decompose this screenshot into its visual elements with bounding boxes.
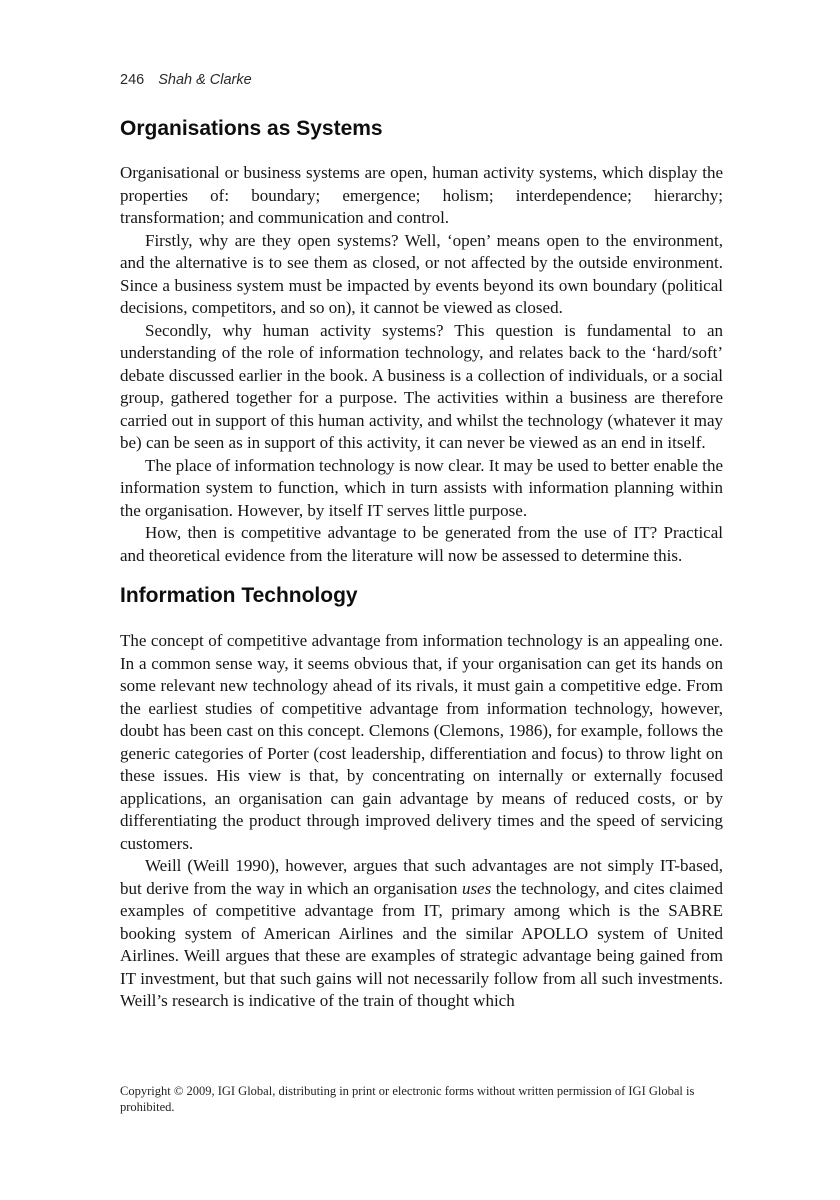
copyright-notice: Copyright © 2009, IGI Global, distributing in print or electronic forms without written permission of IGI Global is prohibited.: [120, 1084, 695, 1114]
paragraph-weill-part1: Weill (Weill 1990), however, argues that such advantages are not simply IT-based, but derive from the way in which an organisation: [120, 856, 723, 898]
paragraph-competitive-advantage-question: How, then is competitive advantage to be generated from the use of IT? Practical and theoretical evidence from the literature will now be assessed to determine this.: [120, 523, 723, 565]
section-heading-organisations-as-systems: Organisations as Systems: [120, 117, 383, 140]
paragraph-open-systems: Firstly, why are they open systems? Well, ‘open’ means open to the environment, and the alternative is to see them as closed, or not affected by the outside environment. Since a business system must be impacted by events beyond its own boundary (political decisions, competitors, and so on), it cannot be viewed as closed.: [120, 230, 723, 317]
running-head: [120, 71, 723, 89]
page-number: 246: [120, 72, 145, 88]
paragraph-concept-of-advantage: The concept of competitive advantage from information technology is an appealing one. In a common sense way, it seems obvious that, if your organisation can get its hands on some relevant new technology ahead of its rivals, it must gain a competitive edge. From the earliest studies of competitive advantage from information technology, however, doubt has been cast on this concept. Clemons (Clemons, 1986), for example, follows the generic categories of Porter (cost leadership, differentiation and focus) to throw light on these issues. His view is that, by concentrating on internally or externally focused applications, an organisation can gain advantage by means of reduced costs, or by differentiating the product through improved delivery times and the speed of servicing customers.: [120, 631, 723, 853]
paragraph-human-activity-systems: Secondly, why human activity systems? This question is fundamental to an understanding of the role of information technology, and relates back to the ‘hard/soft’ debate discussed earlier in the book. A business is a collection of individuals, or a social group, gathered together for a purpose. The activities within a business are therefore carried out in support of this human activity, and whilst the technology (whatever it may be) can be seen as in support of this activity, it can never be viewed as an end in itself.: [120, 320, 723, 452]
paragraph-weill-part2: the technology, and cites claimed examples of competitive advantage from IT, primary among which is the SABRE booking system of American Airlines and the similar APOLLO system of United Airlines. Weill argues that these are examples of strategic advantage being gained from IT investment, but that such gains will not necessarily follow from all such investments. Weill’s research is indicative of the train of thought which: [120, 878, 723, 1010]
paragraph-place-of-it: The place of information technology is now clear. It may be used to better enable the information system to function, which in turn assists with information planning within the organisation. However, by itself IT serves little purpose.: [120, 455, 723, 520]
paragraph-weill: [120, 855, 723, 1013]
paragraph-organisational-systems: Organisational or business systems are open, human activity systems, which display the properties of: boundary; emergence; holism; interdependence; hierarchy; transformation; and communication and control.: [120, 163, 723, 227]
section-heading-information-technology: Information Technology: [120, 584, 358, 607]
running-head-authors: Shah & Clarke: [158, 72, 252, 88]
page-content: [120, 0, 723, 1013]
emphasis-uses: uses: [461, 878, 492, 898]
